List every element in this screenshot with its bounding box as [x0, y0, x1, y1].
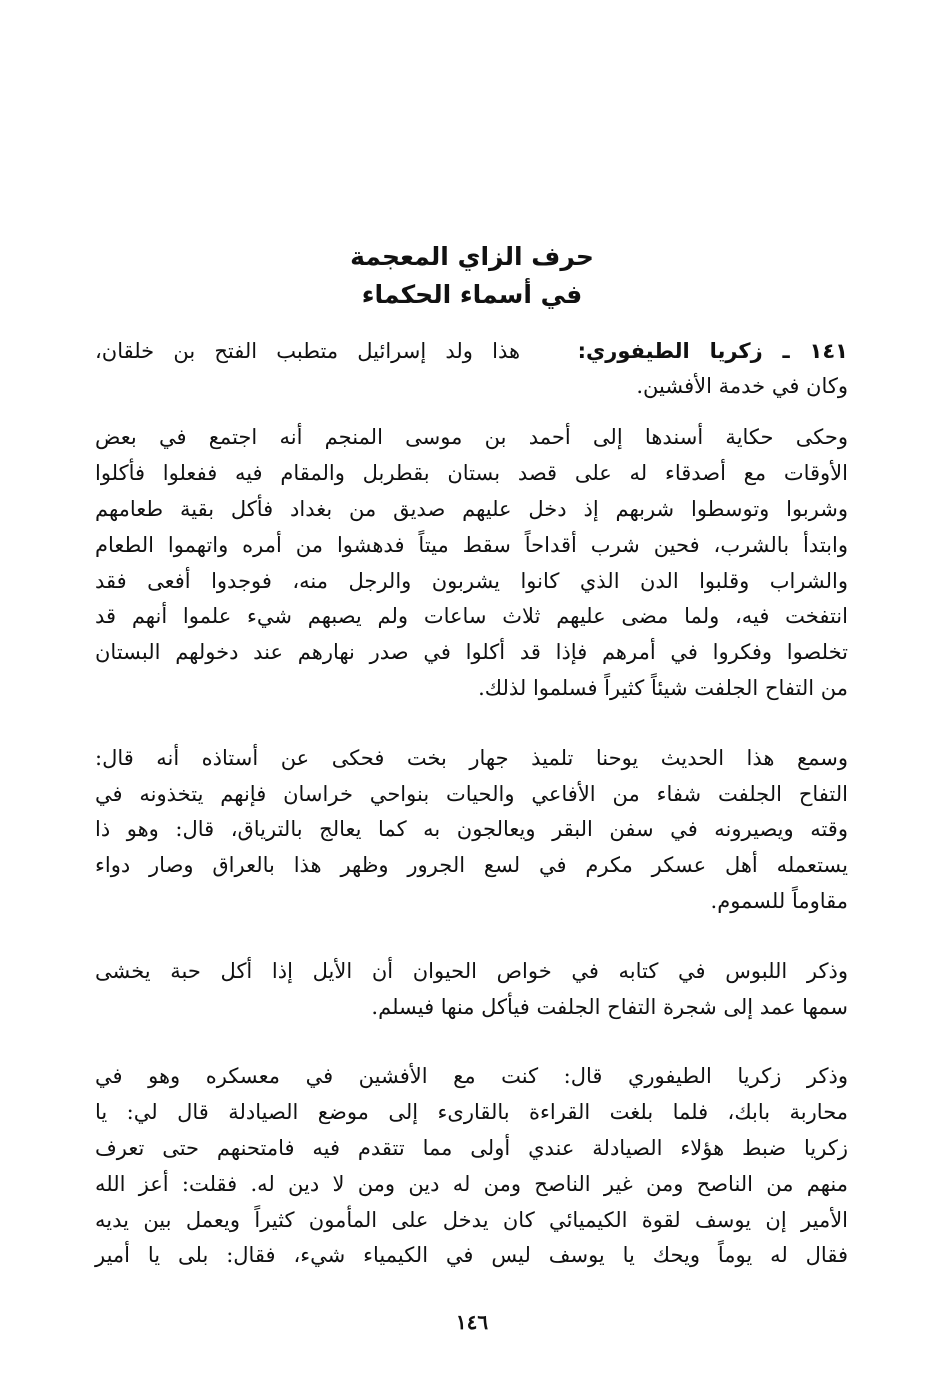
chapter-subheading: في أسماء الحكماء [361, 280, 583, 309]
paragraph-line: الأمير إن يوسف لقوة الكيميائي كان يدخل على المأمون كثيراً ويعمل بين يديه [95, 1208, 848, 1232]
page-number: ١٤٦ [455, 1310, 489, 1334]
entry-line: وكان في خدمة الأفشين. [636, 374, 848, 398]
paragraph-line: مقاوماً للسموم. [710, 889, 848, 913]
paragraph-line: انتفخت فيه، ولما مضى عليهم ثلاث ساعات ولم يصبهم شيء علموا أنهم قد [95, 604, 848, 628]
paragraph-line: وابتدأ بالشرب، فحين شرب أقداحاً سقط ميتاً فدهشوا من أمره واتهموا الطعام [95, 533, 848, 557]
entry-text: هذا ولد إسرائيل متطبب الفتح بن خلقان، [95, 339, 521, 363]
paragraph-line: وسمع هذا الحديث يوحنا تلميذ جهار بخت فحكى عن أستاذه أنه قال: [95, 746, 848, 770]
paragraph-line: وقته ويصيرونه في سفن البقر ويعالجون به كما يعالج بالترياق، قال: وهو ذا [95, 817, 848, 841]
paragraph-line: وذكر اللبوس في كتابه في خواص الحيوان أن الأيل إذا أكل حبة يخشى [95, 959, 848, 983]
paragraph-line: وشربوا وتوسطوا شربهم إذ دخل عليهم صديق من بغداد فأكل بقية طعامهم [95, 497, 848, 521]
paragraph-line: التفاح الجلفت شفاء من الأفاعي والحيات بنواحي خراسان فإنهم يتخذونه في [95, 782, 848, 806]
paragraph-line: زكريا ضبط هؤلاء الصيادلة عندي أولى مما تتقدم فيه فامتحنهم حتى تعرف [95, 1136, 848, 1160]
paragraph-line: سمها عمد إلى شجرة التفاح الجلفت فيأكل منها فيسلم. [371, 995, 848, 1019]
entry-first-line [95, 336, 848, 366]
paragraph-line: الأوقات مع أصدقاء له على قصد بستان بقطربل والمقام فيه ففعلوا فأكلوا [95, 461, 848, 485]
paragraph-line: وحكى حكاية أسندها إلى أحمد بن موسى المنجم أنه اجتمع في بعض [95, 425, 848, 449]
paragraph-line: يستعمله أهل عسكر مكرم في لسع الجرور وظهر هذا بالعراق وصار دواء [95, 853, 848, 877]
entry-name: ١٤١ ـ زكريا الطيفوري: [577, 339, 848, 363]
paragraph-line: فقال له يوماً ويحك يا يوسف ليس في الكيمياء شيء، فقال: بلى يا أمير [95, 1243, 848, 1267]
paragraph-line: تخلصوا وفكروا في أمرهم فإذا قد أكلوا في صدر نهارهم عند دخولهم البستان [95, 640, 848, 664]
paragraph-line: منهم من الناصح ومن غير الناصح ومن له دين ومن لا دين له. فقلت: أعز الله [95, 1172, 848, 1196]
paragraph-line: محاربة بابك، فلما بلغت القراءة بالقارىء إلى موضع الصيادلة قال لي: يا [95, 1100, 848, 1124]
paragraph-line: والشراب وقلبوا الدن الذي كانوا يشربون والرجل منه، فوجدوا أفعى فقد [95, 569, 848, 593]
paragraph-line: من التفاح الجلفت شيئاً كثيراً فسلموا لذلك. [478, 676, 848, 700]
chapter-heading: حرف الزاي المعجمة [350, 242, 594, 271]
paragraph-line: وذكر زكريا الطيفوري قال: كنت مع الأفشين في معسكره وهو في [95, 1064, 848, 1088]
